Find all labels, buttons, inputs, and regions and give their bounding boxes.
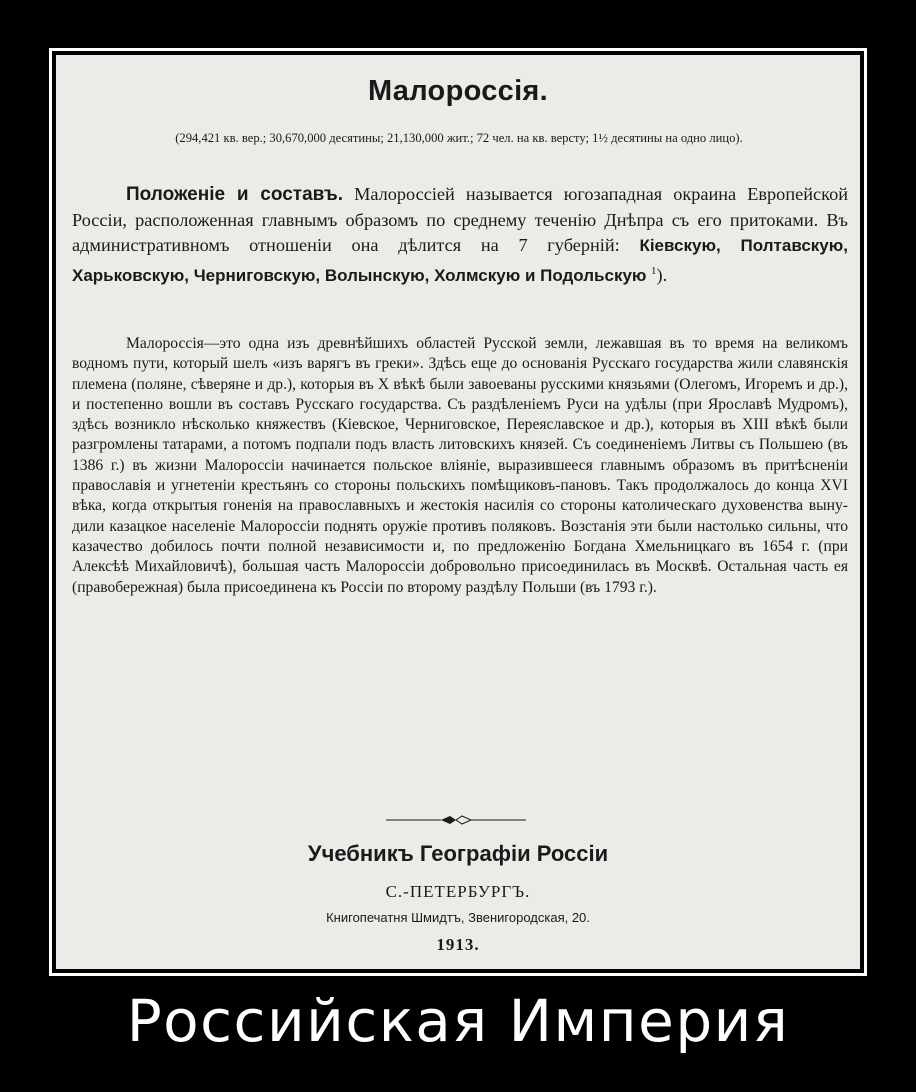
section-text: Малороссіей называется югозападная окраина Европейской Россіи, расположенная главнымъ образомъ по среднему теченію Днѣпра съ его притоками. Въ административномъ отношеніи она дѣлится на 7 губерній:	[72, 184, 848, 255]
book-title: Учебникъ Географіи Россіи	[307, 841, 609, 866]
demotivator-caption: Российская Империя	[126, 987, 790, 1055]
publication-year: 1913.	[436, 935, 480, 954]
footnote-marker: 1	[651, 264, 657, 277]
section-text-end: ).	[656, 264, 668, 285]
printer-line: Книгопечатня Шмидтъ, Звенигородская, 20.	[326, 910, 590, 925]
region-statistics: (294,421 кв. вер.; 30,670,000 десятины; 21,130,000 жит.; 72 чел. на кв. версту; 1½ десятины на одно лицо).	[175, 131, 743, 145]
position-paragraph	[72, 182, 848, 288]
ornament-divider	[386, 813, 526, 827]
publication-city: С.-ПЕТЕРБУРГЪ.	[385, 882, 531, 901]
governorates-list: Кіевскую, Полтавскую, Харьковскую, Черниговскую, Волынскую, Холмскую и Подольскую	[72, 236, 848, 285]
book-page	[56, 55, 860, 969]
history-paragraph: Малороссія—это одна изъ древнѣйшихъ областей Русской земли, лежавшая въ то время на великомъ водномъ пути, который шелъ «изъ варягъ въ греки». Здѣсь еще до основанія Русскаго государства жили славянскія племена (поляне, сѣверяне и др.), которыя въ X вѣкѣ были завоеваны русскими князьями (Олегомъ, Игоремъ и др.), и постепенно вошли въ составъ Русскаго государства. Съ раздѣленіемъ Руси на удѣлы (при Ярославѣ Мудромъ), здѣсь возникло нѣсколько княжествъ (Кіевское, Черниговское, Переяславское и др.), которыя въ XIII вѣкѣ были разгромлены татарами, а потомъ подпали подъ власть литовскихъ князей. Съ соединеніемъ Литвы съ Польшею (въ 1386 г.) въ жизни Малороссіи начинается польское вліяніе, выразившееся главнымъ образомъ въ притѣсненіи православія и угнетеніи крестьянъ со стороны польскихъ помѣщиковъ-пановъ. Такъ продолжалось до конца XVI вѣка, когда открытыя гоненія на православныхъ и жестокія насилія со стороны католическаго духовенства вынудили казацкое населеніе Малороссіи поднять оружіе противъ поляковъ. Возстанія эти были настолько сильны, что казачество добилось почти полной независимости и, по предложенію Богдана Хмельницкаго въ 1654 г. (при Алексѣѣ Михайловичѣ), большая часть Малороссіи добровольно присоединилась въ Москвѣ. Остальная часть ея (правобережная) была присоединена къ Россіи по второму раздѣлу Польши (въ 1793 г.).	[72, 335, 848, 596]
page-title: Малороссія.	[367, 75, 549, 107]
section-heading: Положеніе и составъ.	[126, 184, 344, 205]
